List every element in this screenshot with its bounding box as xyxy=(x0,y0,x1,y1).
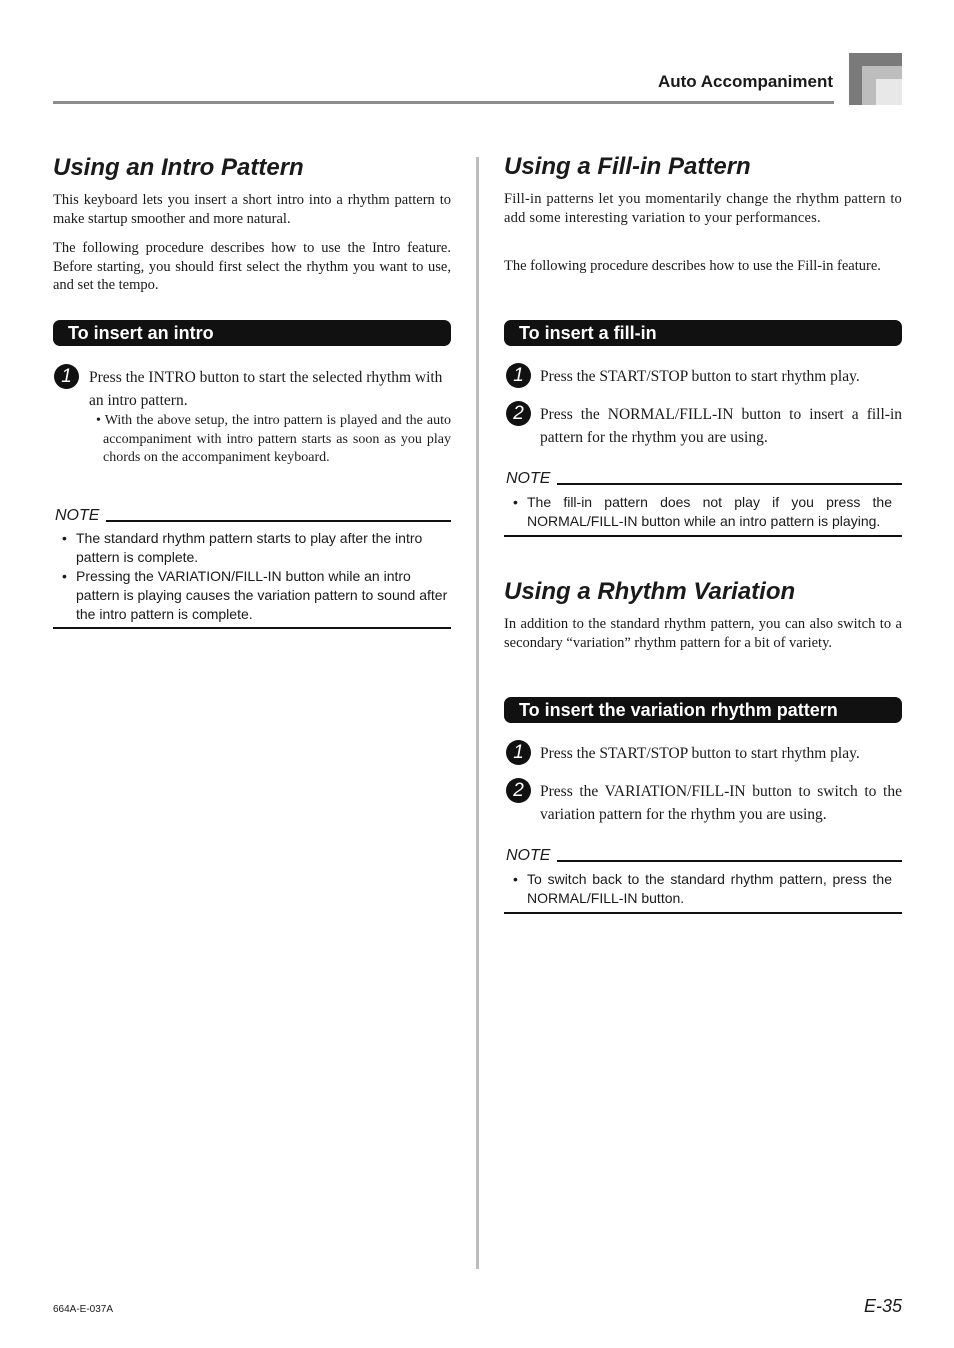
variation-procedure-title: To insert the variation rhythm pattern xyxy=(504,697,902,723)
column-divider xyxy=(476,157,479,1269)
variation-note-bullet: • xyxy=(513,871,518,887)
variation-heading: Using a Rhythm Variation xyxy=(504,578,796,605)
variation-note-rule xyxy=(557,860,902,862)
variation-step-1-number: 1 xyxy=(506,740,531,765)
intro-note-bullet: • xyxy=(62,530,67,546)
variation-note-item: • To switch back to the standard rhythm pattern, press the NORMAL/FILL-IN button. xyxy=(513,871,892,906)
intro-paragraph-2: The following procedure describes how to use the Intro feature. Before starting, you should first select the rhythm you want to use, and set the tempo. xyxy=(53,240,451,293)
intro-note-list xyxy=(54,529,451,624)
fillin-step-2-text: Press the NORMAL/FILL-IN button to insert a fill-in pattern for the rhythm you are using. xyxy=(540,406,902,446)
fillin-procedure-title: To insert a fill-in xyxy=(504,320,902,346)
fillin-step-1-number: 1 xyxy=(506,363,531,388)
variation-step-2-text: Press the VARIATION/FILL-IN button to switch to the variation pattern for the rhythm you are using. xyxy=(540,783,902,823)
page-number: E-35 xyxy=(863,1296,902,1316)
variation-note-list xyxy=(505,870,892,908)
intro-step-1-number: 1 xyxy=(54,364,79,389)
fillin-note-bullet: • xyxy=(513,494,518,510)
document-code: 664A-E-037A xyxy=(53,1304,114,1315)
section-title: Auto Accompaniment xyxy=(657,72,833,91)
variation-step-2-number: 2 xyxy=(506,778,531,803)
fillin-note-item: • The fill-in pattern does not play if you press the NORMAL/FILL-IN button while an intro pattern is playing. xyxy=(513,494,892,529)
page-tab-marker-core xyxy=(876,79,902,105)
variation-note-bottom-rule xyxy=(504,912,902,914)
fillin-note-list xyxy=(505,493,892,531)
intro-procedure-title: To insert an intro xyxy=(53,320,451,346)
intro-note-bullet: • xyxy=(62,568,67,584)
intro-step-1-bullet: • With the above setup, the intro pattern is played and the auto accompaniment with intro pattern starts as soon as you play chords on the accompaniment keyboard. xyxy=(96,413,451,465)
fillin-paragraph-1: Fill-in patterns let you momentarily change the rhythm pattern to add some interesting variation to your performances. xyxy=(504,191,902,226)
fillin-note-bottom-rule xyxy=(504,535,902,537)
intro-note-label: NOTE xyxy=(55,507,100,524)
intro-heading: Using an Intro Pattern xyxy=(53,154,304,181)
intro-paragraph-1: This keyboard lets you insert a short intro into a rhythm pattern to make startup smoother and more natural. xyxy=(53,192,451,227)
fillin-heading: Using a Fill-in Pattern xyxy=(504,153,751,180)
variation-note-label: NOTE xyxy=(506,847,551,864)
fillin-note-label: NOTE xyxy=(506,470,551,487)
fillin-step-1-text: Press the START/STOP button to start rhythm play. xyxy=(540,368,860,385)
fillin-paragraph-2: The following procedure describes how to use the Fill-in feature. xyxy=(504,258,881,274)
fillin-step-2-number: 2 xyxy=(506,401,531,426)
variation-step-1-text: Press the START/STOP button to start rhythm play. xyxy=(540,745,860,762)
header-rule xyxy=(53,101,834,104)
intro-step-1-text: Press the INTRO button to start the selected rhythm with an intro pattern. xyxy=(89,369,443,409)
fillin-note-rule xyxy=(557,483,902,485)
intro-note-item: • Pressing the VARIATION/FILL-IN button while an intro pattern is playing causes the variation pattern to sound after the intro pattern is complete. xyxy=(62,568,448,622)
variation-paragraph-1: In addition to the standard rhythm pattern, you can also switch to a secondary “variation” rhythm pattern for a bit of variety. xyxy=(504,616,902,651)
intro-note-item: • The standard rhythm pattern starts to play after the intro pattern is complete. xyxy=(62,530,423,565)
intro-note-rule xyxy=(106,520,451,522)
intro-note-bottom-rule xyxy=(53,627,451,629)
